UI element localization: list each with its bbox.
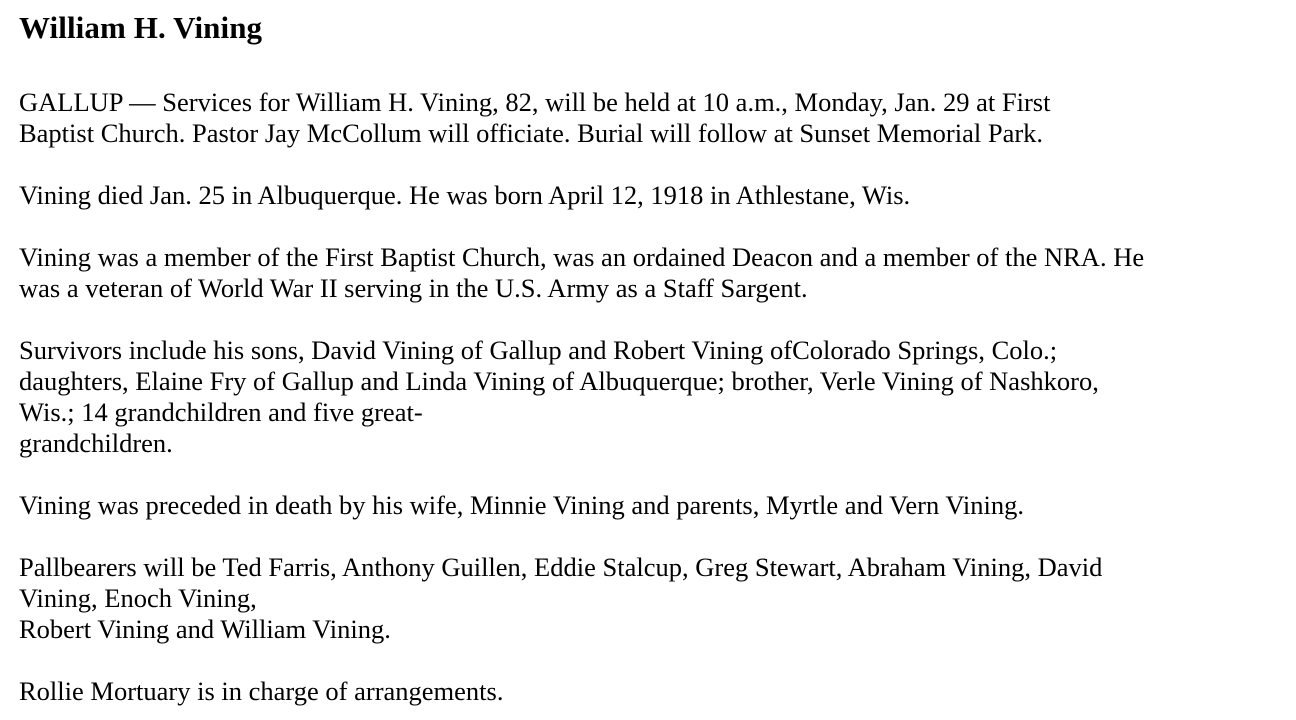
text-line: grandchildren. [19, 428, 173, 458]
text-line: Vining was a member of the First Baptist Church, was an ordained Deacon and a member of the NRA. He [19, 242, 1145, 272]
obituary-body [19, 87, 1281, 707]
paragraph-death-birth [19, 180, 1281, 211]
text-line: was a veteran of World War II serving in the U.S. Army as a Staff Sargent. [19, 273, 808, 303]
paragraph-membership [19, 242, 1281, 304]
paragraph-pallbearers [19, 552, 1281, 645]
paragraph-survivors [19, 335, 1281, 459]
text-line: Pallbearers will be Ted Farris, Anthony Guillen, Eddie Stalcup, Greg Stewart, Abraham Vining, David [19, 552, 1103, 582]
obituary-document [19, 0, 1281, 707]
text-line: Survivors include his sons, David Vining of Gallup and Robert Vining ofColorado Springs, Colo.; [19, 335, 1058, 365]
text-line: daughters, Elaine Fry of Gallup and Linda Vining of Albuquerque; brother, Verle Vining of Nashkoro, [19, 366, 1099, 396]
text-line: Baptist Church. Pastor Jay McCollum will officiate. Burial will follow at Sunset Memorial Park. [19, 118, 1044, 148]
text-line: Vining was preceded in death by his wife, Minnie Vining and parents, Myrtle and Vern Vining. [19, 490, 1024, 520]
paragraph-arrangements [19, 676, 1281, 707]
paragraph-services [19, 87, 1281, 149]
obituary-title: William H. Vining [19, 10, 263, 45]
text-line: Robert Vining and William Vining. [19, 614, 391, 644]
paragraph-preceded [19, 490, 1281, 521]
text-line: Vining, Enoch Vining, [19, 583, 257, 613]
text-line: Wis.; 14 grandchildren and five great- [19, 397, 423, 427]
text-line: GALLUP — Services for William H. Vining, 82, will be held at 10 a.m., Monday, Jan. 29 at First [19, 87, 1051, 117]
text-line: Vining died Jan. 25 in Albuquerque. He was born April 12, 1918 in Athlestane, Wis. [19, 180, 911, 210]
text-line: Rollie Mortuary is in charge of arrangements. [19, 676, 504, 706]
